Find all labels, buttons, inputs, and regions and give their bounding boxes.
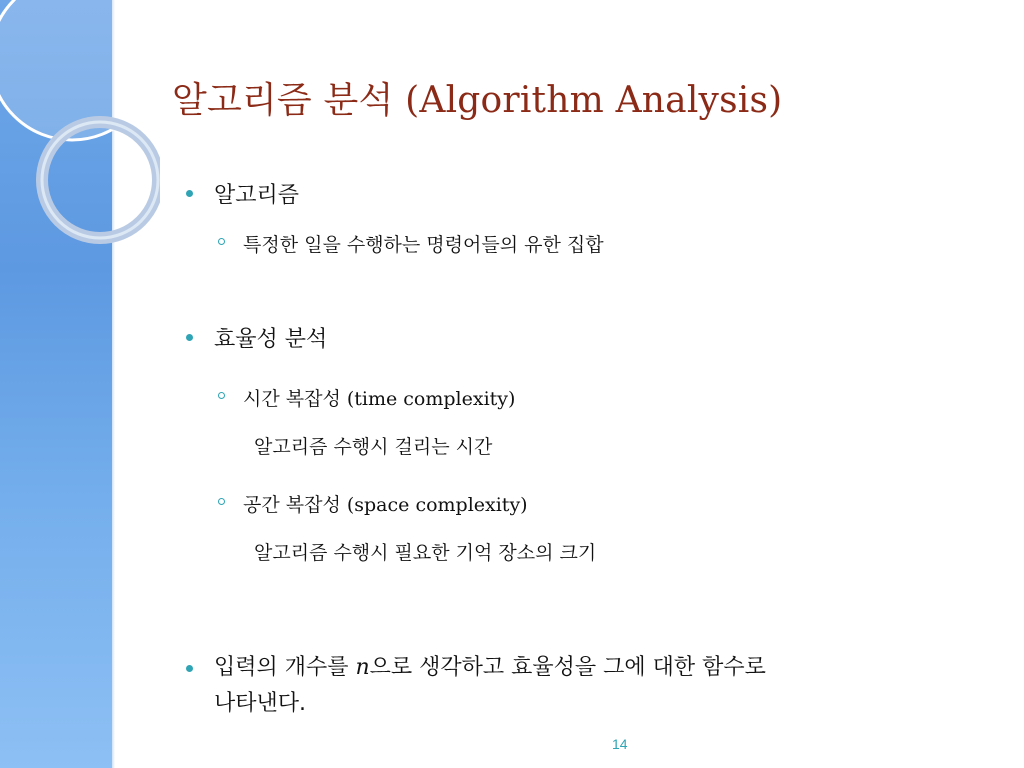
bullet-dot bbox=[186, 334, 193, 341]
bullet-input-size-function bbox=[214, 650, 766, 722]
bullet-label: 알고리즘 bbox=[214, 183, 300, 208]
space-complexity-label-ko: 공간 복잡성 bbox=[243, 494, 347, 516]
bullet-suffix: 으로 생각하고 효율성을 그에 대한 함수로 bbox=[369, 655, 766, 680]
sub-bullet-definition bbox=[243, 230, 604, 257]
sub-bullet-text: 특정한 일을 수행하는 명령어들의 유한 집합 bbox=[243, 234, 604, 256]
space-complexity-description: 알고리즘 수행시 필요한 기억 장소의 크기 bbox=[254, 542, 597, 564]
time-complexity-label-en: (time complexity) bbox=[346, 388, 516, 410]
bullet-line-1 bbox=[214, 650, 766, 686]
sub-bullet-ring bbox=[218, 498, 225, 505]
slide-title: 알고리즘 분석 (Algorithm Analysis) bbox=[172, 80, 783, 121]
bullet-dot bbox=[186, 665, 193, 672]
bullet-line-2: 나타낸다. bbox=[214, 691, 307, 716]
bullet-prefix: 입력의 개수를 bbox=[214, 655, 356, 680]
sub-bullet-ring bbox=[218, 392, 225, 399]
bullet-algorithm bbox=[214, 178, 299, 209]
bullet-efficiency-analysis bbox=[214, 322, 327, 353]
bullet-dot bbox=[186, 190, 193, 197]
time-complexity-description: 알고리즘 수행시 걸리는 시간 bbox=[254, 436, 493, 458]
sub-bullet-time-complexity bbox=[243, 384, 515, 411]
time-complexity-label-ko: 시간 복잡성 bbox=[243, 388, 347, 410]
space-complexity-label-en: (space complexity) bbox=[346, 494, 528, 516]
variable-n: n bbox=[355, 655, 370, 680]
page-number: 14 bbox=[612, 736, 628, 752]
sub-bullet-ring bbox=[218, 238, 225, 245]
bullet-label: 효율성 분석 bbox=[214, 327, 328, 352]
sub-bullet-space-complexity bbox=[243, 490, 528, 517]
